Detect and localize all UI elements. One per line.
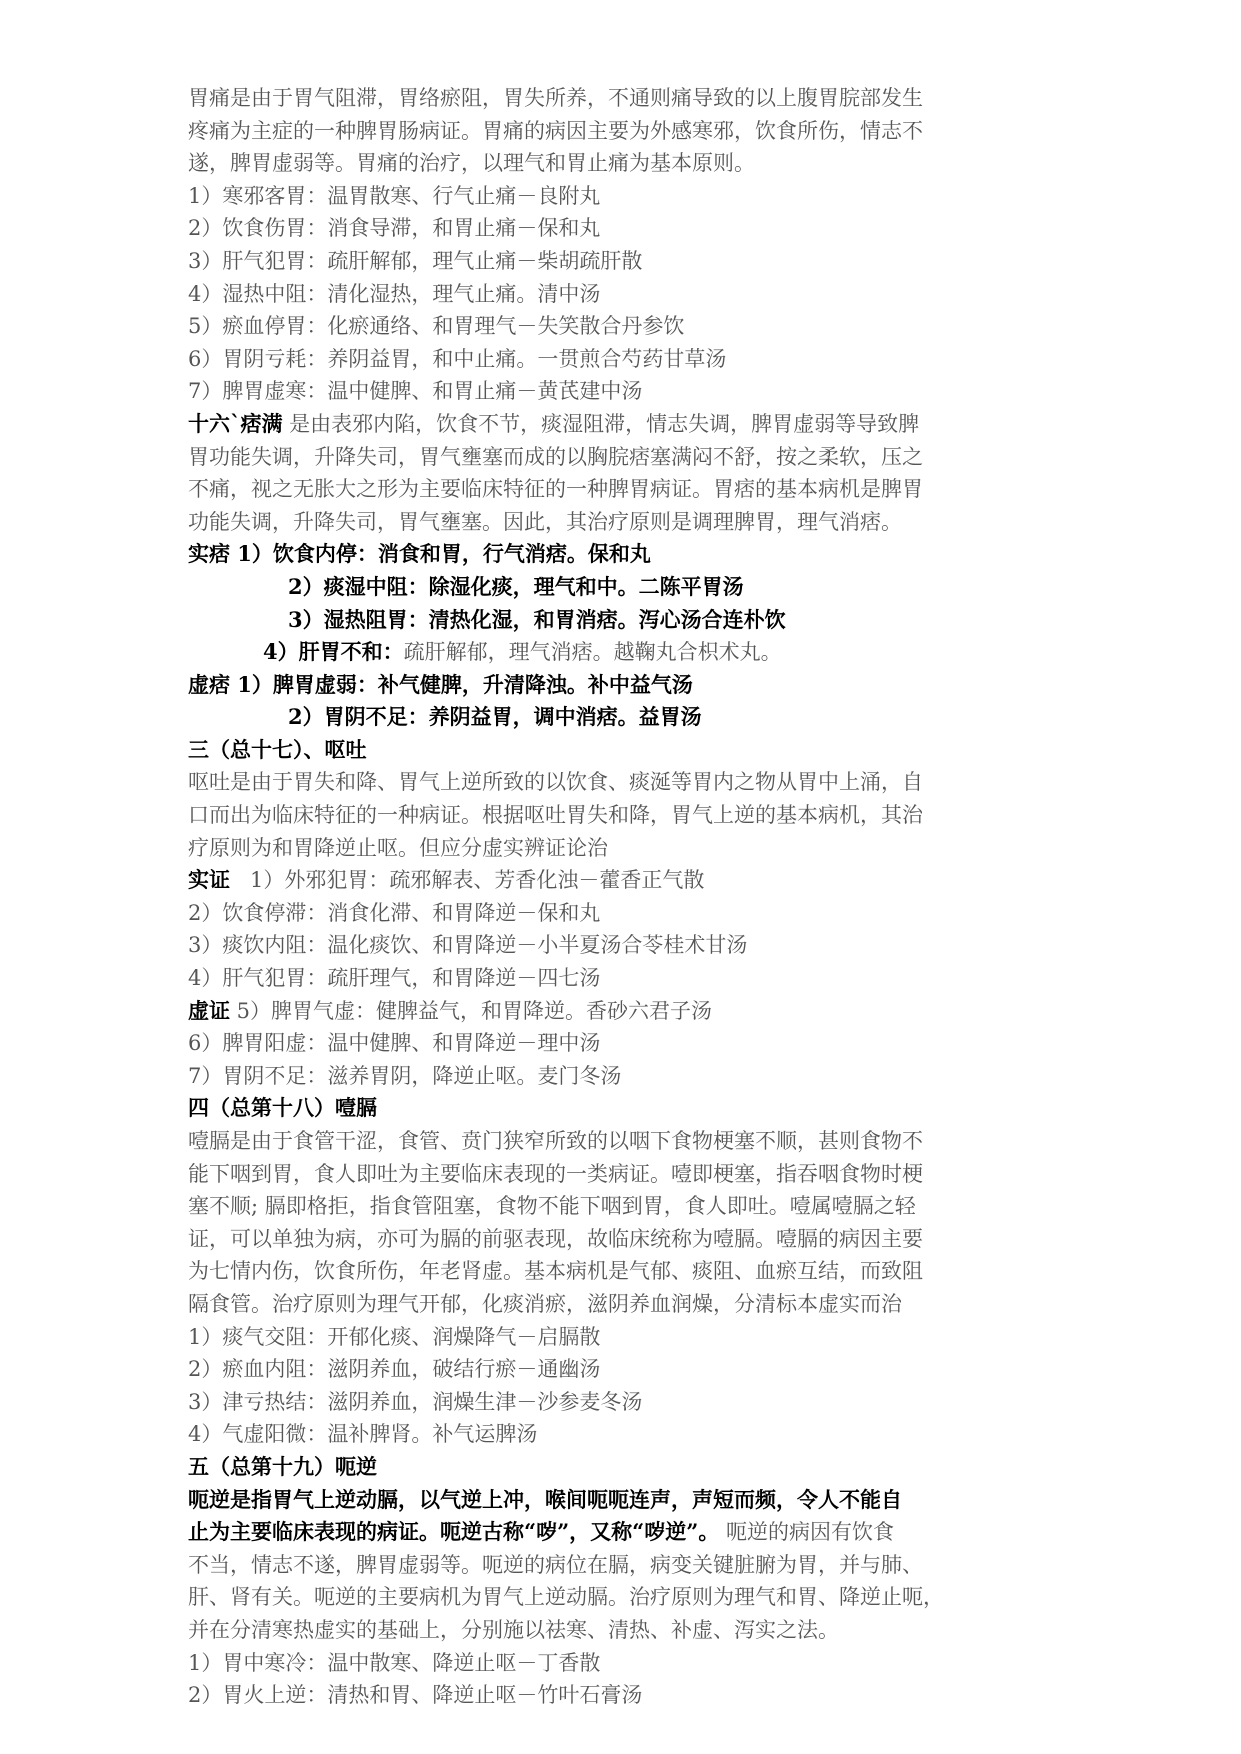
- category-label: 实痞: [188, 541, 230, 567]
- paragraph-line: [188, 1516, 1068, 1549]
- list-item: 6）脾胃阳虚：温中健脾、和胃降逆－理中汤: [188, 1031, 601, 1056]
- paragraph-line: 不当，情志不遂，脾胃虚弱等。呃逆的病位在膈，病变关键脏腑为胃，并与肺、: [188, 1552, 923, 1577]
- section-intro-line: [188, 408, 1068, 441]
- paragraph-line: 肝、肾有关。呃逆的主要病机为胃气上逆动膈。治疗原则为理气和胃、降逆止呃，: [188, 1585, 944, 1610]
- document-page: [188, 82, 1068, 1712]
- list-item: 2）胃火上逆：清热和胃、降逆止呕－竹叶石膏汤: [188, 1683, 643, 1708]
- paragraph-line: 胃痛是由于胃气阻滞，胃络瘀阻，胃失所养，不通则痛导致的以上腹胃脘部发生: [188, 86, 923, 110]
- list-item: 2）饮食伤胃：消食导滞，和胃止痛－保和丸: [188, 216, 601, 241]
- list-item: [188, 669, 1068, 702]
- list-item: 3）痰饮内阻：温化痰饮、和胃降逆－小半夏汤合苓桂术甘汤: [188, 933, 748, 958]
- list-item: 7）胃阴不足：滋养胃阴，降逆止呕。麦门冬汤: [188, 1063, 622, 1088]
- list-item: 2）胃阴不足：养阴益胃，调中消痞。益胃汤: [288, 704, 702, 730]
- paragraph-text: 是由表邪内陷，饮食不节，痰湿阻滞，情志失调，脾胃虚弱等导致脾: [282, 411, 920, 436]
- list-item-label: 4）肝胃不和：: [263, 639, 404, 665]
- list-item: 5）瘀血停胃：化瘀通络、和胃理气－失笑散合丹参饮: [188, 314, 685, 339]
- list-item: [188, 538, 1068, 571]
- list-item: 2）瘀血内阻：滋阴养血，破结行瘀－通幽汤: [188, 1357, 601, 1382]
- paragraph-line: 疗原则为和胃降逆止呕。但应分虚实辨证论治: [188, 835, 608, 860]
- paragraph-line: 证，可以单独为病，亦可为膈的前驱表现，故临床统称为噎膈。噎膈的病因主要: [188, 1226, 923, 1251]
- list-item-text: 1）外邪犯胃：疏邪解表、芳香化浊－藿香正气散: [230, 868, 705, 893]
- paragraph-line: 塞不顺; 膈即格拒，指食管阻塞，食物不能下咽到胃，食人即吐。噎属噎膈之轻: [188, 1194, 916, 1219]
- list-item-text: 1）饮食内停：消食和胃，行气消痞。保和丸: [230, 541, 651, 567]
- list-item: 3）津亏热结：滋阴养血，润燥生津－沙参麦冬汤: [188, 1389, 643, 1414]
- list-item: [188, 636, 1068, 669]
- list-item: 4）肝气犯胃：疏肝理气，和胃降逆－四七汤: [188, 966, 601, 991]
- list-item: 3）肝气犯胃：疏肝解郁，理气止痛－柴胡疏肝散: [188, 248, 643, 273]
- list-item: 3）湿热阻胃：清热化湿，和胃消痞。泻心汤合连朴饮: [288, 606, 786, 632]
- list-item: 1）寒邪客胃：温胃散寒、行气止痛－良附丸: [188, 183, 601, 208]
- list-item: 6）胃阴亏耗：养阴益胃，和中止痛。一贯煎合芍药甘草汤: [188, 346, 727, 371]
- paragraph-line: 遂，脾胃虚弱等。胃痛的治疗，以理气和胃止痛为基本原则。: [188, 151, 755, 176]
- category-label: 虚痞: [188, 671, 230, 697]
- section-heading: 四（总第十八）噎膈: [188, 1095, 377, 1121]
- paragraph-bold-text: 止为主要临床表现的病证。呃逆古称“哕”，又称“哕逆”。: [188, 1519, 720, 1545]
- list-item: 7）脾胃虚寒：温中健脾、和胃止痛－黄芪建中汤: [188, 379, 643, 404]
- list-item: 1）痰气交阻：开郁化痰、润燥降气－启膈散: [188, 1324, 601, 1349]
- paragraph-line: 为七情内伤，饮食所伤，年老肾虚。基本病机是气郁、痰阻、血瘀互结，而致阻: [188, 1259, 923, 1284]
- paragraph-line: 功能失调，升降失司，胃气壅塞。因此，其治疗原则是调理脾胃，理气消痞。: [188, 509, 902, 534]
- list-item: 4）湿热中阻：清化湿热，理气止痛。清中汤: [188, 281, 601, 306]
- paragraph-line: 口而出为临床特征的一种病证。根据呕吐胃失和降，胃气上逆的基本病机，其治: [188, 803, 923, 828]
- list-item-text: 5）脾胃气虚：健脾益气，和胃降逆。香砂六君子汤: [230, 998, 713, 1023]
- paragraph-line: 不痛，视之无胀大之形为主要临床特征的一种脾胃病证。胃痞的基本病机是脾胃: [188, 477, 923, 502]
- paragraph-line: 呃逆是指胃气上逆动膈，以气逆上冲，喉间呃呃连声，声短而频，令人不能自: [188, 1486, 902, 1512]
- section-heading: 三（总十七）、呕吐: [188, 736, 367, 762]
- list-item: 1）胃中寒冷：温中散寒、降逆止呕－丁香散: [188, 1650, 601, 1675]
- paragraph-line: 胃功能失调，升降失司，胃气壅塞而成的以胸脘痞塞满闷不舒，按之柔软，压之: [188, 444, 923, 469]
- list-item: 4）气虚阳微：温补脾肾。补气运脾汤: [188, 1422, 538, 1447]
- list-item: [188, 864, 1068, 897]
- list-item-text: 疏肝解郁，理气消痞。越鞠丸合枳术丸。: [403, 640, 782, 665]
- paragraph-line: 呕吐是由于胃失和降、胃气上逆所致的以饮食、痰涎等胃内之物从胃中上涌，自: [188, 770, 923, 795]
- list-item: [188, 995, 1068, 1028]
- list-item: 2）饮食停滞：消食化滞、和胃降逆－保和丸: [188, 900, 601, 925]
- paragraph-text: 呃逆的病因有饮食: [719, 1520, 895, 1545]
- section-heading: 五（总第十九）呃逆: [188, 1453, 377, 1479]
- category-label: 虚证: [188, 997, 230, 1023]
- section-heading: 十六`痞满: [188, 410, 283, 436]
- paragraph-line: 疼痛为主症的一种脾胃肠病证。胃痛的病因主要为外感寒邪，饮食所伤，情志不: [188, 118, 923, 143]
- paragraph-line: 隔食管。治疗原则为理气开郁，化痰消瘀，滋阴养血润燥，分清标本虚实而治: [188, 1291, 902, 1316]
- paragraph-line: 噎膈是由于食管干涩，食管、贲门狭窄所致的以咽下食物梗塞不顺，甚则食物不: [188, 1129, 923, 1153]
- list-item-text: 1）脾胃虚弱：补气健脾，升清降浊。补中益气汤: [230, 671, 693, 697]
- paragraph-line: 能下咽到胃，食人即吐为主要临床表现的一类病证。噎即梗塞，指吞咽食物时梗: [188, 1161, 923, 1186]
- paragraph-line: 并在分清寒热虚实的基础上，分别施以祛寒、清热、补虚、泻实之法。: [188, 1617, 839, 1642]
- list-item: 2）痰湿中阻：除湿化痰，理气和中。二陈平胃汤: [288, 573, 744, 599]
- category-label: 实证: [188, 867, 230, 893]
